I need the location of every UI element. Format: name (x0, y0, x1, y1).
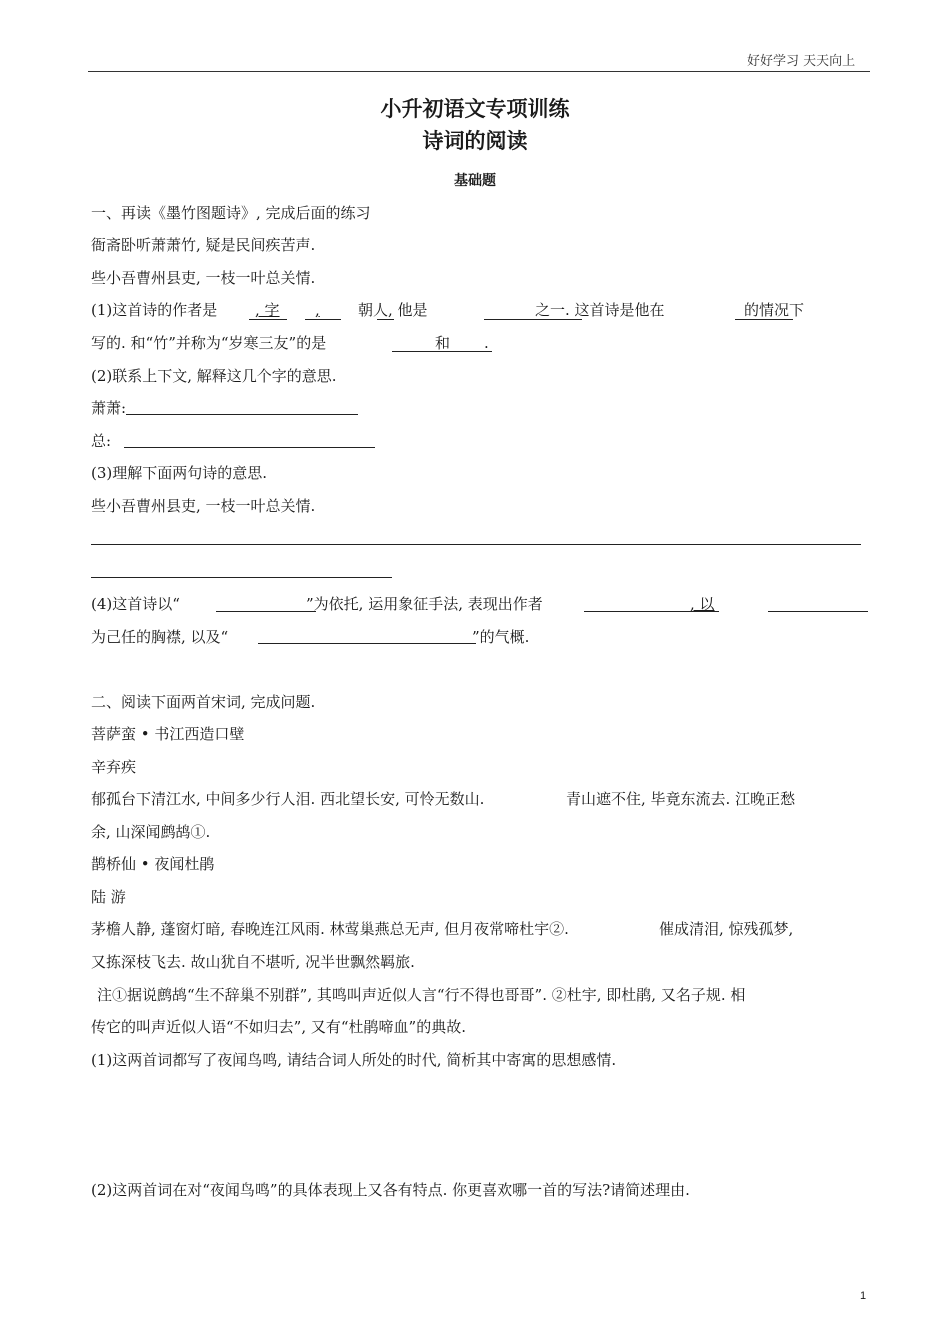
question-text: , 以 (690, 595, 715, 613)
question-text: (3)理解下面两句诗的意思. (91, 464, 268, 482)
poem-line: 些小吾曹州县吏, 一枝一叶总关情. (91, 269, 316, 287)
header-rule (88, 71, 870, 72)
poem-line: 郁孤台下清江水, 中间多少行人泪. 西北望长安, 可怜无数山. (91, 790, 485, 808)
page-number: 1 (860, 1290, 867, 1302)
question-text: (1)这两首词都写了夜闻鸟鸣, 请结合词人所处的时代, 简析其中寄寓的思想感情. (91, 1051, 617, 1069)
page-title: 小升初语文专项训练 (380, 97, 570, 121)
question-text: 和 (435, 334, 451, 352)
footnote: 注①据说鹧鸪“生不辞巢不别群”, 其鸣叫声近似人言“行不得也哥哥”. ②杜宇, 即杜鹃, 又名子规. 相 (97, 986, 746, 1004)
question-text: , 字 (255, 301, 280, 319)
question-text: ”为依托, 运用象征手法, 表现出作者 (306, 595, 543, 613)
word-label: 总: (91, 432, 112, 450)
poem-author: 陆 游 (91, 888, 126, 906)
answer-blank[interactable] (216, 611, 316, 612)
question-text: 为己任的胸襟, 以及“ (91, 628, 229, 646)
answer-blank[interactable] (126, 414, 358, 415)
answer-blank[interactable] (305, 319, 341, 320)
poem-line: 茅檐人静, 蓬窗灯暗, 春晚连江风雨. 林莺巢燕总无声, 但月夜常啼杜宇②. (91, 920, 569, 938)
poem-title: 菩萨蛮 • 书江西造口壁 (91, 725, 245, 743)
poem-line: 青山遮不住, 毕竟东流去. 江晚正愁 (566, 790, 796, 808)
question-text: 的情况下 (744, 301, 805, 319)
page-subtitle: 诗词的阅读 (422, 129, 528, 153)
answer-blank[interactable] (768, 611, 868, 612)
part2-heading: 二、阅读下面两首宋词, 完成问题. (91, 693, 316, 711)
answer-line[interactable] (91, 577, 392, 578)
question-text: (4)这首诗以“ (91, 595, 180, 613)
question-text: . (484, 334, 489, 352)
answer-blank[interactable] (377, 319, 394, 320)
question-text: 写的. 和“竹”并称为“岁寒三友”的是 (91, 334, 327, 352)
question-text: ”的气概. (472, 628, 530, 646)
answer-line[interactable] (91, 544, 861, 545)
question-text: (2)联系上下文, 解释这几个字的意思. (91, 367, 337, 385)
poem-line: 又拣深枝飞去. 故山犹自不堪听, 况半世飘然羁旅. (91, 953, 415, 971)
footnote: 传它的叫声近似人语“不如归去”, 又有“杜鹃啼血”的典故. (91, 1018, 466, 1036)
question-text: (1)这首诗的作者是 (91, 301, 218, 319)
question-text: , (315, 301, 320, 319)
poem-line: 衙斋卧听萧萧竹, 疑是民间疾苦声. (91, 236, 316, 254)
question-text: 朝人, 他是 (358, 301, 428, 319)
answer-blank[interactable] (124, 447, 375, 448)
word-label: 萧萧: (91, 399, 127, 417)
question-text: 之一. 这首诗是他在 (535, 301, 665, 319)
poem-line: 催成清泪, 惊残孤梦, (659, 920, 794, 938)
question-text: (2)这两首词在对“夜闻鸟鸣”的具体表现上又各有特点. 你更喜欢哪一首的写法?请简述理由. (91, 1181, 690, 1199)
poem-line: 些小吾曹州县吏, 一枝一叶总关情. (91, 497, 316, 515)
poem-line: 余, 山深闻鹧鸪①. (91, 823, 211, 841)
header-motto: 好好学习 天天向上 (747, 54, 856, 69)
poem-author: 辛弃疾 (91, 758, 137, 776)
part1-heading: 一、再读《墨竹图题诗》, 完成后面的练习 (91, 204, 371, 222)
poem-title: 鹊桥仙 • 夜闻杜鹃 (91, 855, 215, 873)
section-label: 基础题 (454, 173, 496, 189)
answer-blank[interactable] (258, 643, 476, 644)
